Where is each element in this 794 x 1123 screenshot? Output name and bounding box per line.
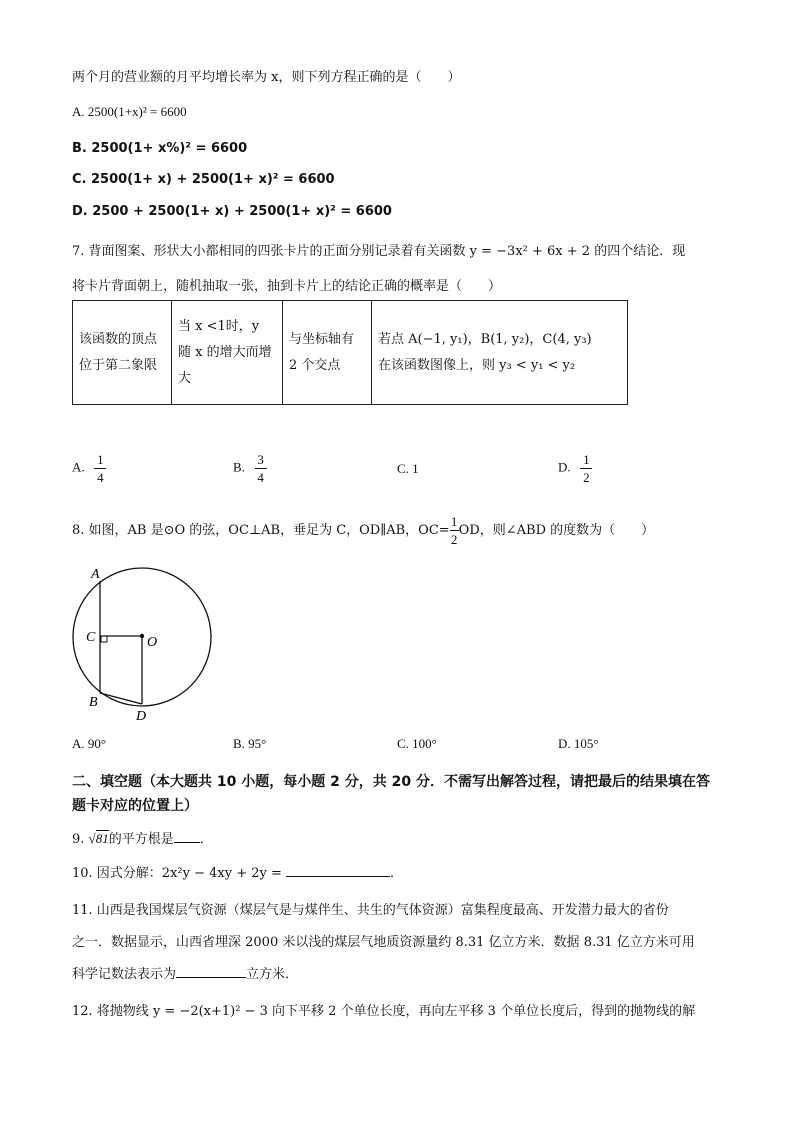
denominator: 4 (97, 470, 104, 485)
q10 (72, 862, 403, 881)
q8-option-b: B. 95° (233, 736, 267, 751)
q8-stem (72, 514, 654, 547)
circle-diagram (70, 562, 220, 728)
q8-option-a: A. 90° (72, 736, 107, 751)
q9-number: 9. (72, 832, 89, 847)
card-3: 与坐标轴有 2 个交点 (283, 301, 372, 405)
q11-answer-blank (176, 977, 246, 978)
label-o: O (147, 635, 158, 650)
q10-text: 10. 因式分解：2x²y − 4xy + 2y = (72, 866, 282, 881)
q7-option-a (72, 452, 106, 485)
label-b: B (89, 695, 98, 710)
q6-stem: 两个月的营业额的月平均增长率为 x，则下列方程正确的是（ ） (72, 70, 461, 85)
card-2: 当 x <1时，y 随 x 的增大而增大 (172, 301, 283, 405)
card-4-line2: 在该函数图像上，则 y₃ < y₁ < y₂ (378, 357, 576, 373)
label-d: D (136, 709, 147, 724)
q9-text: 的平方根是 (108, 832, 174, 847)
label-c: C (86, 630, 96, 645)
q7-option-b (233, 452, 267, 485)
q9-answer-blank (174, 842, 200, 843)
q12-line1: 12. 将抛物线 y = −2(x+1)² − 3 向下平移 2 个单位长度，再向左平移 3 个单位长度后，得到的抛物线的解 (72, 1004, 696, 1019)
q7-stem-line1: 7. 背面图案、形状大小都相同的四张卡片的正面分别记录着有关函数 y = −3x² + 6x + 2 的四个结论．现 (72, 244, 686, 259)
q9-radicand: 81 (95, 831, 109, 846)
q8-option-c: C. 100° (397, 736, 437, 751)
card-1: 该函数的顶点位于第二象限 (73, 301, 172, 405)
q7-stem-line2: 将卡片背面朝上，随机抽取一张，抽到卡片上的结论正确的概率是（ ） (72, 279, 502, 294)
denominator: 4 (257, 470, 264, 485)
q11-line2: 之一．数据显示，山西省埋深 2000 米以浅的煤层气地质资源量约 8.31 亿立方米．数据 8.31 亿立方米可用 (72, 935, 695, 950)
q11-line3-post: 立方米． (246, 967, 299, 982)
q7-option-a-label: A. (72, 459, 85, 475)
q7-option-c: C. 1 (397, 461, 419, 476)
q6-option-c: C. 2500(1+ x) + 2500(1+ x)² = 6600 (72, 172, 335, 187)
numerator: 3 (257, 452, 264, 467)
denominator: 2 (583, 470, 590, 485)
q7-option-d (558, 452, 592, 485)
card-4-line1: 若点 A(−1, y₁)，B(1, y₂)，C(4, y₃) (378, 331, 592, 347)
q7-option-a-fraction (94, 452, 106, 485)
q6-option-a: A. 2500(1+x)² = 6600 (72, 104, 187, 119)
q11-line3-pre: 科学记数法表示为 (72, 967, 177, 982)
right-angle-mark (101, 636, 107, 642)
numerator: 1 (583, 452, 590, 467)
numerator: 1 (97, 452, 104, 467)
q8-option-d: D. 105° (558, 736, 599, 751)
q7-cards-table (72, 300, 628, 405)
q6-option-d: D. 2500 + 2500(1+ x) + 2500(1+ x)² = 6600 (72, 204, 392, 219)
section-heading: 二、填空题（本大题共 10 小题，每小题 2 分，共 20 分．不需写出解答过程，请把最后的结果填在答题卡对应的位置上） (72, 774, 710, 814)
q8-fraction (450, 514, 459, 547)
q8-stem-post: OD，则∠ABD 的度数为（ ） (458, 523, 655, 538)
q6-option-b: B. 2500(1+ x%)² = 6600 (72, 141, 248, 156)
q8-stem-pre: 8. 如图，AB 是⊙O 的弦，OC⊥AB，垂足为 C，OD∥AB，OC= (72, 523, 450, 538)
q9: 9. √81的平方根是 ． (72, 831, 213, 847)
numerator: 1 (450, 514, 458, 529)
q7-option-b-label: B. (233, 459, 245, 475)
q11-line1: 11. 山西是我国煤层气资源（煤层气是与煤伴生、共生的气体资源）富集程度最高、开发潜力最大的省份 (72, 903, 669, 918)
q9-end: ． (199, 832, 213, 847)
q10-answer-blank (286, 876, 390, 877)
q7-option-b-fraction (255, 452, 267, 485)
q7-option-d-label: D. (558, 459, 571, 475)
denominator: 2 (450, 532, 458, 547)
center-point (140, 634, 144, 638)
label-a: A (91, 567, 100, 582)
card-4 (372, 301, 628, 405)
q7-option-d-fraction (580, 452, 592, 485)
q10-end: ． (390, 866, 404, 881)
q11-line3 (72, 963, 298, 982)
